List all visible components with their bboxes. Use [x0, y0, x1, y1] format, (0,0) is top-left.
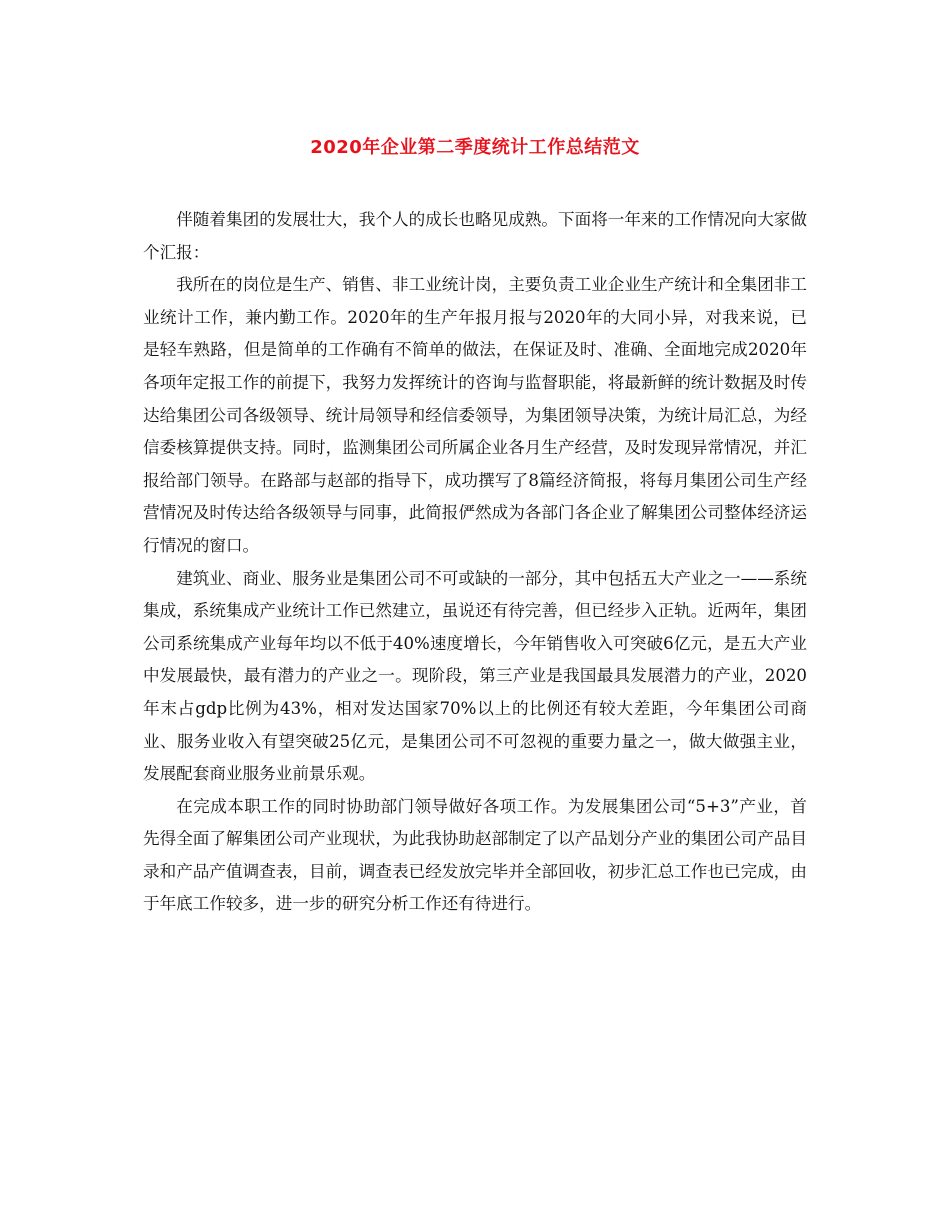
paragraph-position-duties: 我所在的岗位是生产、销售、非工业统计岗，主要负责工业企业生产统计和全集团非工业统计工作，兼内勤工作。2020年的生产年报月报与2020年的大同小异，对我来说，已是轻车熟路，但是简单的工作确有不简单的做法，在保证及时、准确、全面地完成2020年各项年定报工作的前提下，我努力发挥统计的咨询与监督职能，将最新鲜的统计数据及时传达给集团公司各级领导、统计局领导和经信委领导，为集团领导决策，为统计局汇总，为经信委核算提供支持。同时，监测集团公司所属企业各月生产经营，及时发现异常情况，并汇报给部门领导。在路部与赵部的指导下，成功撰写了8篇经济简报，将每月集团公司生产经营情况及时传达给各级领导与同事，此简报俨然成为各部门各企业了解集团公司整体经济运行情况的窗口。	[143, 275, 807, 555]
document-body	[143, 204, 807, 921]
paragraph-assist-leadership: 在完成本职工作的同时协助部门领导做好各项工作。为发展集团公司“5+3”产业，首先得全面了解集团公司产业现状，为此我协助赵部制定了以产品划分产业的集团公司产品目录和产品产值调查表，目前，调查表已经发放完毕并全部回收，初步汇总工作也已完成，由于年底工作较多，进一步的研究分析工作还有待进行。	[143, 796, 807, 914]
paragraph-intro: 伴随着集团的发展壮大，我个人的成长也略见成熟。下面将一年来的工作情况向大家做个汇报：	[143, 210, 807, 262]
paragraph-tertiary-industry: 建筑业、商业、服务业是集团公司不可或缺的一部分，其中包括五大产业之一——系统集成，系统集成产业统计工作已然建立，虽说还有待完善，但已经步入正轨。近两年，集团公司系统集成产业每年均以不低于40%速度增长，今年销售收入可突破6亿元，是五大产业中发展最快，最有潜力的产业之一。现阶段，第三产业是我国最具发展潜力的产业，2020年末占gdp比例为43%，相对发达国家70%以上的比例还有较大差距，今年集团公司商业、服务业收入有望突破25亿元，是集团公司不可忽视的重要力量之一，做大做强主业，发展配套商业服务业前景乐观。	[143, 568, 807, 784]
document-title: 2020年企业第二季度统计工作总结范文	[310, 137, 640, 158]
